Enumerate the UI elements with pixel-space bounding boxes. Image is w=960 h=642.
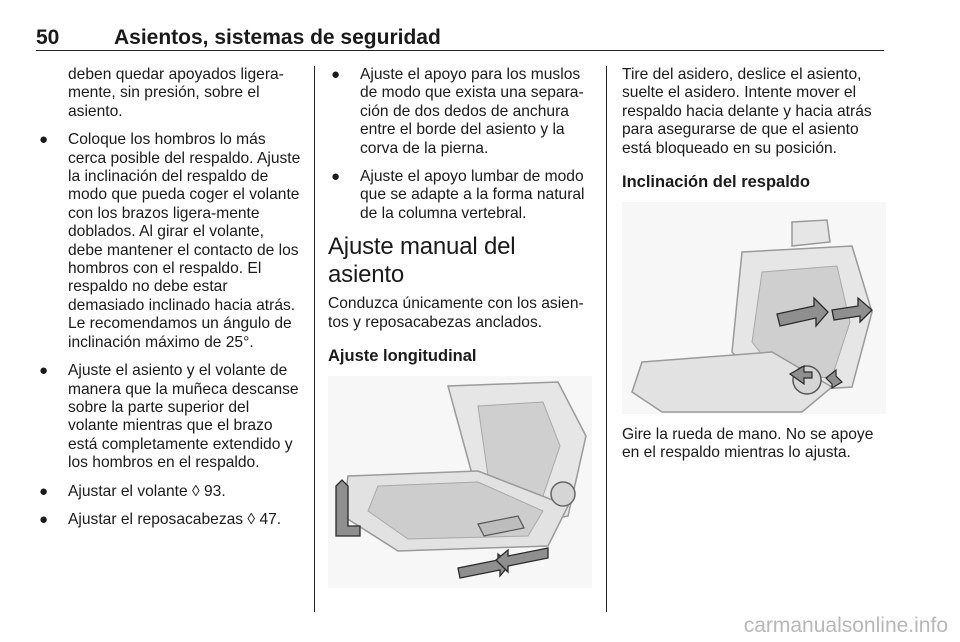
list-item: ● Ajuste el apoyo lumbar de modo que se adapte a la forma natural de la columna vertebral.	[331, 168, 585, 222]
bullet-icon: ●	[39, 131, 49, 149]
bullet-icon: ●	[331, 66, 341, 83]
page-title: Asientos, sistemas de seguridad	[114, 26, 441, 49]
watermark: carmanualsonline.info	[743, 614, 948, 637]
paragraph: Tire del asidero, deslice el asiento, suelte el asidero. Intente mover el respaldo hacia delante y hacia atrás para asegurarse de que el asiento está bloqueado en su posición.	[622, 66, 872, 157]
list-item: ● Ajustar el reposacabezas ◊ 47.	[39, 510, 282, 528]
continuation-text: deben quedar apoyados ligera-mente, sin presión, sobre el asiento.	[68, 66, 284, 120]
column-right	[622, 66, 888, 473]
subsection-heading: Ajuste longitudinal	[328, 347, 477, 366]
section-heading: Ajuste manual del asiento	[328, 233, 516, 289]
seat-longitudinal-figure	[328, 376, 592, 588]
list-item: ● Ajuste el asiento y el volante de manera que la muñeca descanse sobre la parte superior del volante mientras que el brazo está completamente extendido y los hombros en el respaldo.	[39, 362, 299, 472]
section-text: Conduzca únicamente con los asien-tos y reposacabezas anclados.	[328, 295, 584, 331]
bullet-icon: ●	[331, 168, 341, 186]
list-item: ● Coloque los hombros lo más cerca posible del respaldo. Ajuste la inclinación del respaldo de modo que pueda coger el volante con los brazos ligera-mente doblados. Al girar el volante, debe mantener el contacto de los hombros con el respaldo. El respaldo no debe estar demasiado inclinado hacia atrás. Le recomendamos un ángulo de inclinación máximo de 25°.	[39, 131, 301, 351]
list-item: ● Ajuste el apoyo para los muslos de modo que exista una separa-ción de dos dedos de anchura entre el borde del asiento y la corva de la pierna.	[331, 66, 584, 157]
page-header	[36, 26, 884, 51]
bullet-icon: ●	[39, 510, 49, 528]
subsection-heading: Inclinación del respaldo	[622, 173, 810, 192]
list-item: ● Ajustar el volante ◊ 93.	[39, 482, 226, 500]
column-divider	[314, 66, 315, 612]
bullet-icon: ●	[39, 482, 49, 500]
column-left	[36, 66, 302, 539]
page-number: 50	[36, 26, 60, 49]
seat-recline-figure	[622, 202, 886, 414]
column-divider	[606, 66, 607, 612]
bullet-icon: ●	[39, 362, 49, 380]
paragraph: Gire la rueda de mano. No se apoye en el respaldo mientras lo ajusta.	[622, 426, 874, 462]
column-middle	[328, 66, 594, 588]
